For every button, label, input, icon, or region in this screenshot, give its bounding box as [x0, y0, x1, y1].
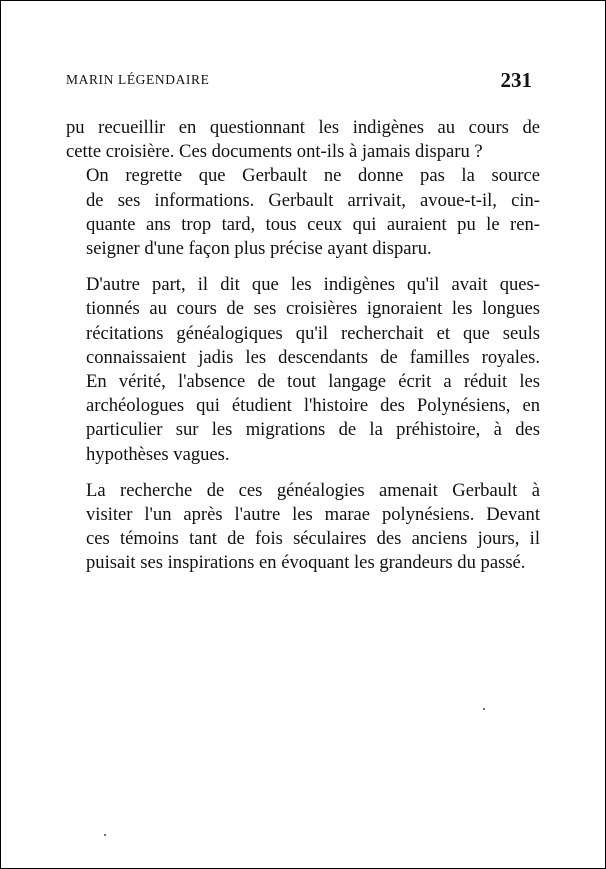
text-line: ces témoins tant de fois séculaires des anciens jours, il — [86, 528, 540, 550]
scan-speck — [104, 834, 106, 836]
text-line: récitations généalogiques qu'il recherchait et que seuls — [86, 322, 540, 344]
text-line: de ses informations. Gerbault arrivait, avoue-t-il, cin- — [86, 189, 540, 211]
paragraph-3 — [66, 273, 540, 467]
text-line: quante ans trop tard, tous ceux qui auraient pu le ren- — [86, 213, 540, 235]
text-line: D'autre part, il dit que les indigènes qu'il avait ques- — [86, 274, 540, 296]
text-line: On regrette que Gerbault ne donne pas la source — [86, 165, 540, 187]
paragraph-2 — [66, 164, 540, 261]
text-line: particulier sur les migrations de la préhistoire, à des — [86, 419, 540, 441]
text-line: La recherche de ces généalogies amenait Gerbault à — [86, 479, 540, 501]
scan-speck — [483, 708, 485, 710]
text-line: En vérité, l'absence de tout langage écrit a réduit les — [86, 371, 540, 393]
body-text — [66, 116, 540, 576]
running-head-title: MARIN LÉGENDAIRE — [66, 72, 210, 87]
text-line: hypothèses vagues. — [86, 443, 230, 465]
text-line: archéologues qui étudient l'histoire des Polynésiens, en — [86, 395, 540, 417]
page-number: 231 — [500, 68, 532, 92]
paragraph-4 — [66, 479, 540, 576]
text-line: puisait ses inspirations en évoquant les grandeurs du passé. — [86, 552, 526, 574]
text-line: cette croisière. Ces documents ont-ils à jamais disparu ? — [66, 141, 483, 163]
text-line: tionnés au cours de ses croisières ignoraient les longues — [86, 298, 540, 320]
text-line: connaissaient jadis les descendants de familles royales. — [86, 346, 540, 368]
text-line: pu recueillir en questionnant les indigènes au cours de — [66, 117, 540, 138]
text-line: visiter l'un après l'autre les marae polynésiens. Devant — [86, 504, 540, 526]
text-line: seigner d'une façon plus précise ayant disparu. — [86, 238, 432, 260]
paragraph-1 — [66, 116, 540, 164]
